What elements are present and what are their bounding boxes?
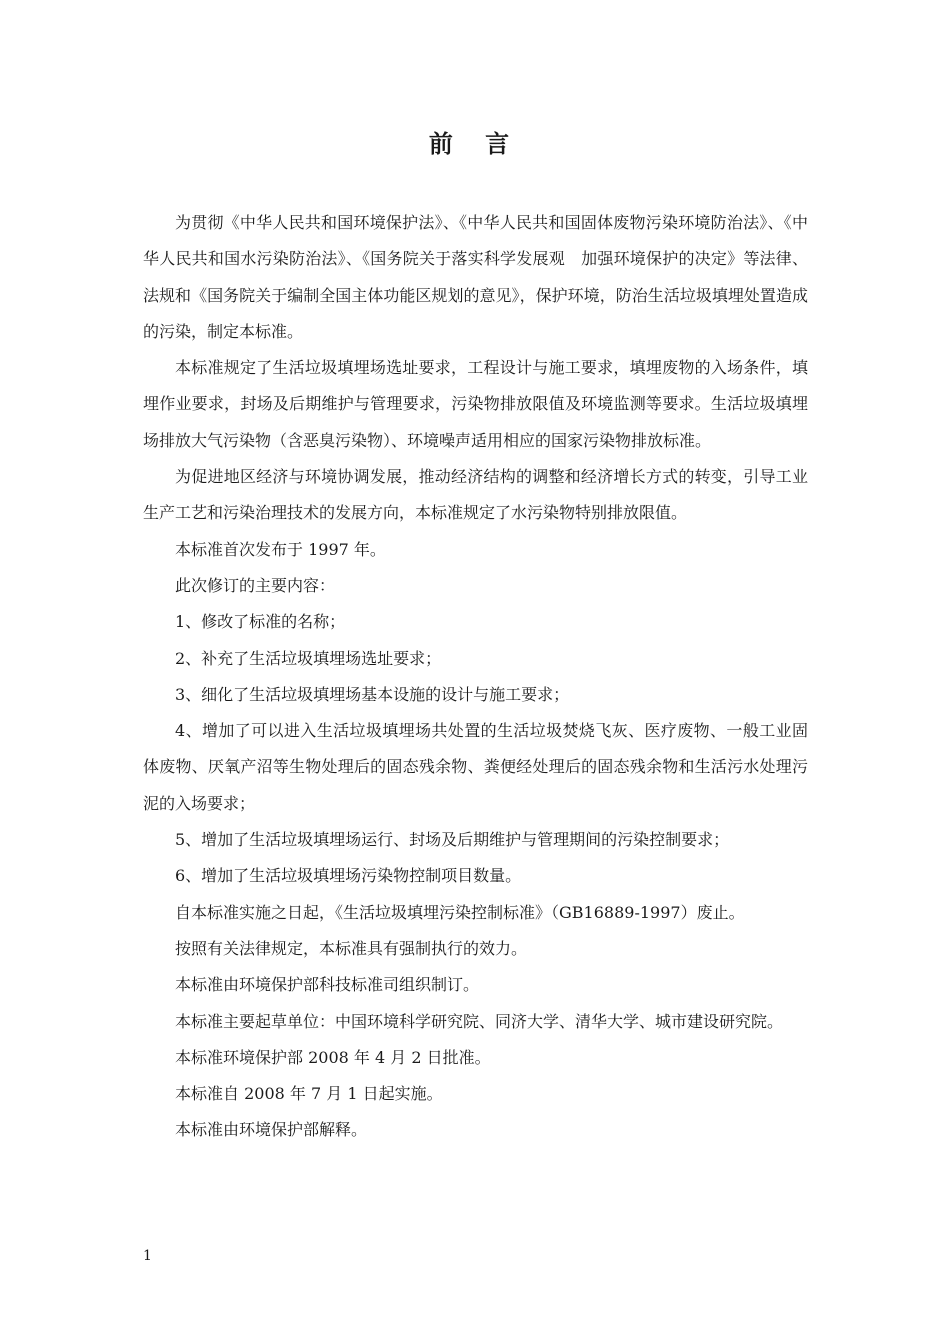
revision-item-4: 4、增加了可以进入生活垃圾填埋场共处置的生活垃圾焚烧飞灰、医疗废物、一般工业固体废物、厌氧产沼等生物处理后的固态残余物、粪便经处理后的固态残余物和生活污水处理污泥的入场要求； <box>143 721 808 813</box>
paragraph-supersedes: 自本标准实施之日起，《生活垃圾填埋污染控制标准》（GB16889-1997）废止。 <box>175 902 745 922</box>
paragraph-first-issue: 本标准首次发布于 1997 年。 <box>175 539 386 559</box>
paragraph-intro: 为贯彻《中华人民共和国环境保护法》、《中华人民共和国固体废物污染环境防治法》、《中华人民共和国水污染防治法》、《国务院关于落实科学发展观 加强环境保护的决定》等法律、法规和《国务院关于编制全国主体功能区规划的意见》，保护环境，防治生活垃圾填埋处置造成的污染，制定本标准。 <box>143 213 808 341</box>
paragraph-organizer: 本标准由环境保护部科技标准司组织制订。 <box>175 975 480 995</box>
page-title: 前 言 <box>428 130 522 158</box>
revision-item-1: 1、修改了标准的名称； <box>175 612 346 632</box>
paragraph-interpretation: 本标准由环境保护部解释。 <box>175 1120 368 1140</box>
paragraph-drafters: 本标准主要起草单位：中国环境科学研究院、同济大学、清华大学、城市建设研究院。 <box>175 1011 784 1031</box>
paragraph-revision-heading: 此次修订的主要内容： <box>175 575 336 595</box>
revision-item-6: 6、增加了生活垃圾填埋场污染物控制项目数量。 <box>175 866 522 886</box>
page-number: 1 <box>143 1248 152 1264</box>
preface-body <box>143 205 808 1149</box>
paragraph-effective: 本标准自 2008 年 7 月 1 日起实施。 <box>175 1084 443 1104</box>
revision-item-3: 3、细化了生活垃圾填埋场基本设施的设计与施工要求； <box>175 684 570 704</box>
paragraph-scope: 本标准规定了生活垃圾填埋场选址要求，工程设计与施工要求，填埋废物的入场条件，填埋作业要求，封场及后期维护与管理要求，污染物排放限值及环境监测等要求。生活垃圾填埋场排放大气污染物（含恶臭污染物）、环境噪声适用相应的国家污染物排放标准。 <box>143 358 808 450</box>
revision-item-5: 5、增加了生活垃圾填埋场运行、封场及后期维护与管理期间的污染控制要求； <box>175 830 730 850</box>
paragraph-special-limits: 为促进地区经济与环境协调发展，推动经济结构的调整和经济增长方式的转变，引导工业生产工艺和污染治理技术的发展方向，本标准规定了水污染物特别排放限值。 <box>143 467 808 523</box>
paragraph-mandatory: 按照有关法律规定，本标准具有强制执行的效力。 <box>175 938 528 958</box>
revision-item-2: 2、补充了生活垃圾填埋场选址要求； <box>175 648 442 668</box>
paragraph-approval: 本标准环境保护部 2008 年 4 月 2 日批准。 <box>175 1047 491 1067</box>
